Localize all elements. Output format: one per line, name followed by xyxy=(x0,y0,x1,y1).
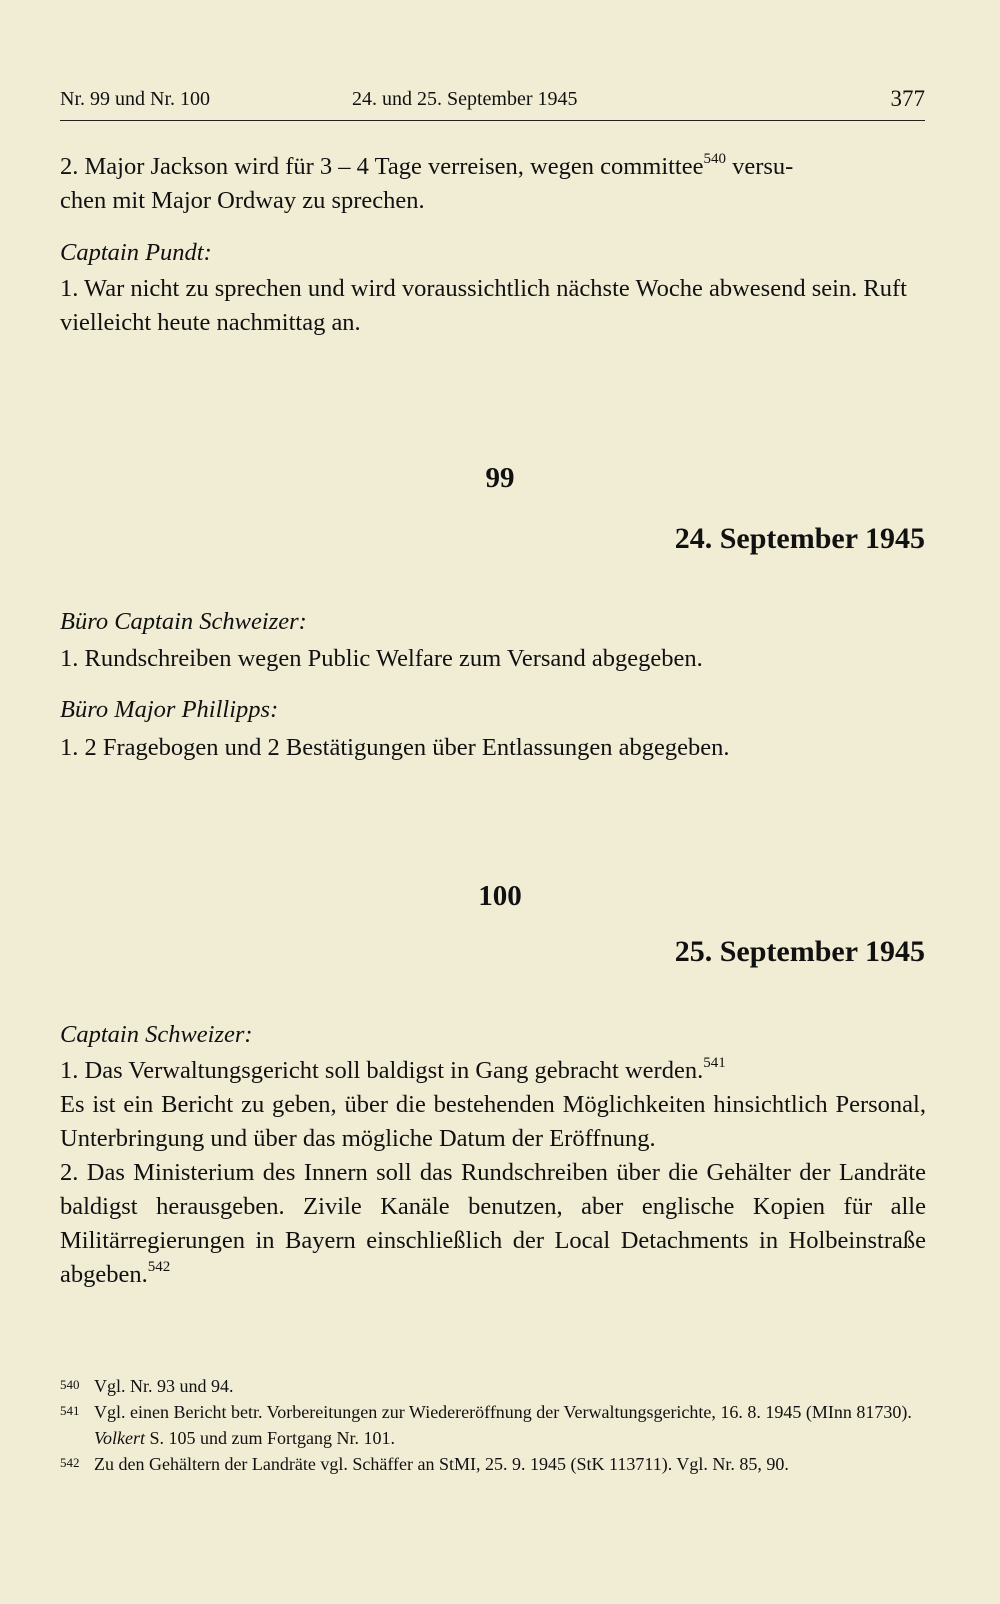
page-number: 377 xyxy=(890,86,925,111)
running-header xyxy=(60,84,925,121)
label-buero-captain-schweizer: Büro Captain Schweizer: xyxy=(60,608,307,635)
doc100-item-1 xyxy=(60,1054,926,1088)
intro-item-2-text: 2. Major Jackson wird für 3 – 4 Tage verreisen, wegen committee xyxy=(60,153,704,180)
intro-item-2 xyxy=(60,150,926,218)
intro-item-2-line2: chen mit Major Ordway zu sprechen. xyxy=(60,187,425,214)
header-dates: 24. und 25. September 1945 xyxy=(352,88,578,110)
document-date-100: 25. September 1945 xyxy=(674,935,925,968)
pundt-item-1: 1. War nicht zu sprechen und wird voraussichtlich nächste Woche abwesend sein. Ruft vielleicht heute nachmittag an. xyxy=(60,275,907,336)
doc99-item-2: 1. 2 Fragebogen und 2 Bestätigungen über Entlassungen abgegeben. xyxy=(60,734,730,761)
footnote-542 xyxy=(60,1451,930,1477)
doc100-item-1-text: 1. Das Verwaltungsgericht soll baldigst in Gang gebracht werden. xyxy=(60,1057,704,1084)
doc100-item-1-continued: Es ist ein Bericht zu geben, über die bestehenden Möglichkeiten hinsichtlich Personal, Unterbringung und über das mögliche Datum der Eröffnung. xyxy=(60,1091,926,1152)
footnote-ref-540[interactable]: 540 xyxy=(703,150,726,167)
label-captain-pundt: Captain Pundt: xyxy=(60,239,212,266)
document-number-99: 99 xyxy=(485,462,515,494)
footnote-text: Vgl. Nr. 93 und 94. xyxy=(94,1376,234,1396)
footnote-number: 542 xyxy=(60,1455,80,1470)
footnote-text xyxy=(94,1399,924,1451)
footnote-text: Zu den Gehältern der Landräte vgl. Schäffer an StMI, 25. 9. 1945 (StK 113711). Vgl. Nr. 85, 90. xyxy=(94,1454,789,1474)
footnote-540 xyxy=(60,1373,930,1399)
footnote-italic-author: Volkert xyxy=(94,1428,145,1448)
footnote-number: 541 xyxy=(60,1403,80,1418)
document-date-99: 24. September 1945 xyxy=(674,522,925,555)
label-buero-major-phillipps: Büro Major Phillipps: xyxy=(60,696,279,723)
footnote-541 xyxy=(60,1399,930,1451)
doc100-item-2 xyxy=(60,1156,926,1292)
label-captain-schweizer: Captain Schweizer: xyxy=(60,1021,253,1048)
footnote-ref-541[interactable]: 541 xyxy=(703,1054,726,1071)
doc100-item-2-text: 2. Das Ministerium des Innern soll das Rundschreiben über die Gehälter der Landräte baldigst herausgeben. Zivile Kanäle benutzen, aber englische Kopien für alle Militärregierungen in Bayern einschließlich der Local Detachments in Holbeinstraße abgeben. xyxy=(60,1159,926,1288)
footnote-text-part: Vgl. einen Bericht betr. Vorbereitungen zur Wiedereröffnung der Verwaltungsgerichte, 16. 8. 1945 (MInn 81730). xyxy=(94,1402,912,1422)
header-document-numbers: Nr. 99 und Nr. 100 xyxy=(60,88,210,110)
footnote-ref-542[interactable]: 542 xyxy=(147,1258,171,1275)
document-number-100: 100 xyxy=(478,880,522,912)
doc99-item-1: 1. Rundschreiben wegen Public Welfare zum Versand abgegeben. xyxy=(60,645,703,672)
footnote-text-part: S. 105 und zum Fortgang Nr. 101. xyxy=(145,1428,395,1448)
footnote-number: 540 xyxy=(60,1377,80,1392)
intro-item-2-text-cont: versu- xyxy=(725,153,794,180)
